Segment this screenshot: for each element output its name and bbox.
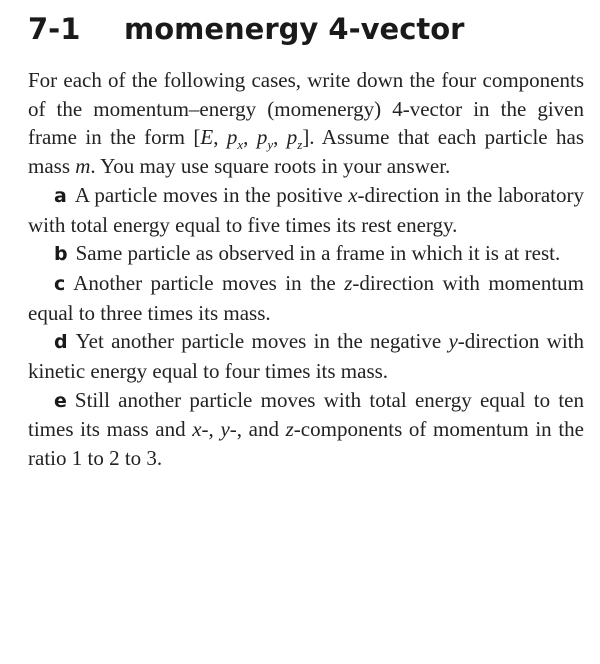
case-e-text-2: -, [201,417,221,442]
case-e-text-4: -components of momentum in the ratio 1 to 2 to 3. [28,417,584,471]
case-d-letter: d [54,331,68,354]
px-symbol: p [226,125,238,150]
case-d-text-2: -direction with kinetic energy equal to four times its mass. [28,329,584,384]
intro-comma-2: , [243,125,257,150]
pz-symbol: p [286,125,298,150]
pz-subscript: z [297,137,303,153]
case-a [28,181,584,239]
case-e-x-symbol: x [192,417,202,442]
case-a-letter: a [54,184,67,207]
case-e-text-1: Still another particle moves with total energy equal to ten times its mass and [28,387,584,442]
case-e-text-3: -, and [229,417,286,442]
case-c-letter: c [54,272,66,295]
problem-number: 7-1 [28,12,81,46]
problem-page [28,0,584,473]
case-b [28,239,584,269]
case-a-x-symbol: x [348,182,358,207]
intro-text-2: ]. Assume that each particle has mass [28,125,584,179]
intro-comma-1: , [213,125,227,150]
case-d [28,327,584,385]
intro-text-1: For each of the following cases, write down the four components of the momentum–energy (momenergy) 4-vector in the given frame in the form [ [28,68,584,150]
case-d-y-symbol: y [448,329,458,354]
case-c [28,269,584,327]
py-subscript: y [267,137,274,153]
intro-text-3: . You may use square roots in your answer. [90,154,451,179]
case-e-y-symbol: y [220,417,230,442]
problem-title: momenergy 4-vector [124,12,465,46]
case-e-z-symbol: z [285,417,294,442]
energy-symbol: E [200,125,214,150]
case-d-text-1: Yet another particle moves in the negative [75,329,449,354]
mass-symbol: m [75,154,91,179]
case-e [28,386,584,473]
px-subscript: x [237,137,244,153]
problem-heading [28,0,584,56]
case-c-text-2: -direction with momentum equal to three times its mass. [28,270,584,325]
problem-intro [28,66,584,181]
case-b-letter: b [54,243,68,266]
py-symbol: p [256,125,268,150]
case-e-letter: e [54,389,67,412]
intro-comma-3: , [273,125,287,150]
case-a-text-2: -direction in the laboratory with total energy equal to five times its rest energy. [28,182,584,237]
case-a-text-1: A particle moves in the positive [74,182,349,207]
case-c-z-symbol: z [344,270,353,295]
case-b-text: Same particle as observed in a frame in which it is at rest. [75,241,561,266]
case-c-text-1: Another particle moves in the [73,270,345,295]
